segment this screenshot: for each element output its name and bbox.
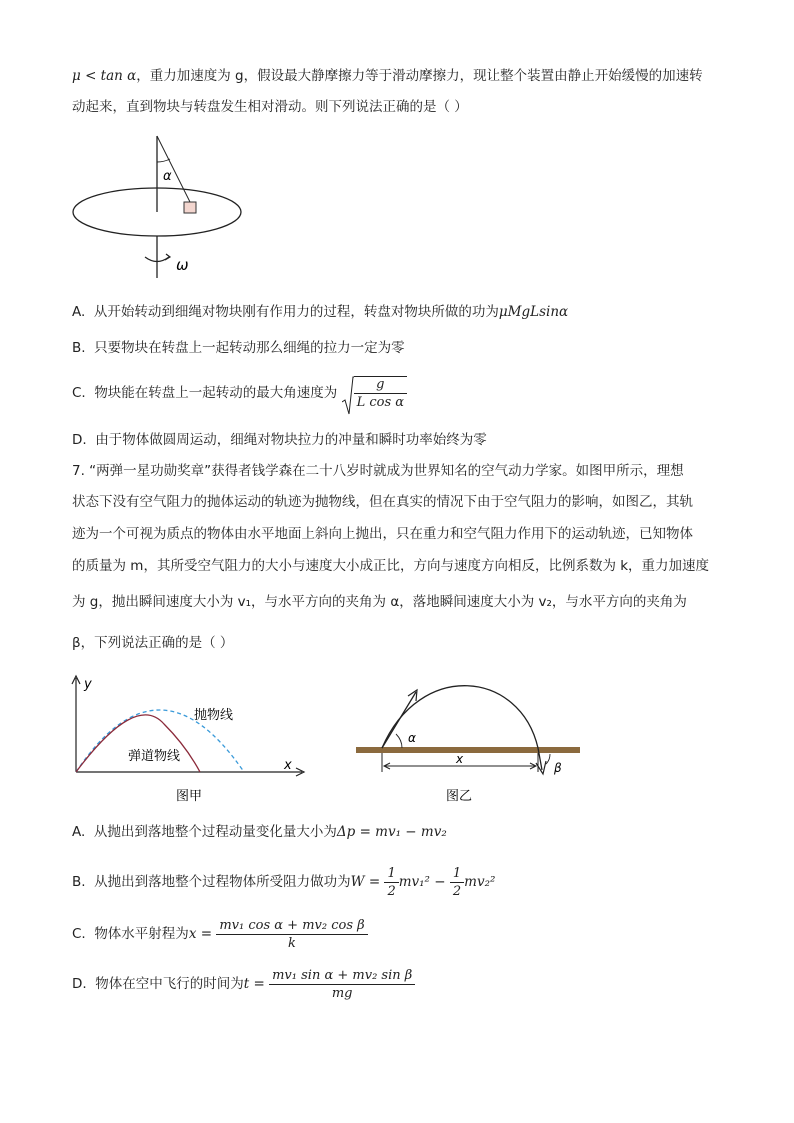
q6-option-b: B. 只要物块在转盘上一起转动那么细绳的拉力一定为零	[72, 340, 405, 356]
figure-yi-caption: 图乙	[446, 789, 473, 804]
q7-line-4: 的质量为 m，其所受空气阻力的大小与速度大小成正比，方向与速度方向相反，比例系数为 k，重力加速度	[72, 558, 710, 574]
alpha-label: α	[163, 169, 172, 184]
omega-label: ω	[176, 256, 189, 274]
alpha-arc	[157, 159, 170, 162]
q7-option-a: A. 从抛出到落地整个过程动量变化量大小为Δp = mv₁ − mv₂	[72, 824, 447, 840]
beta-angle-arc	[546, 754, 550, 764]
q7-option-c: C. 物体水平射程为x = $\frac{\text{mv₁ cos α + mv₂ cos β}}{k}$	[72, 914, 368, 954]
q7-line-2: 状态下没有空气阻力的抛体运动的轨迹为抛物线，但在真实的情况下由于空气阻力的影响，如图乙，其轨	[72, 494, 693, 510]
q6-option-c: C. 物块能在转盘上一起转动的最大角速度为 $\frac{g}{\text{L cos α}}$	[72, 370, 407, 416]
rotation-arrowhead	[165, 254, 170, 260]
beta-angle-label: β	[554, 761, 562, 775]
q7-line-1: 7. “两弹一星功勋奖章”获得者钱学森在二十八岁时就成为世界知名的空气动力学家。如图甲所示，理想	[72, 463, 684, 479]
q7-option-b: B. 从抛出到落地整个过程物体所受阻力做功为W = $\frac{1}{2}$ mv₁² − $\frac{1}{2}$ mv₂²	[72, 865, 496, 899]
range-label: x	[456, 752, 464, 766]
block	[184, 202, 196, 213]
parabola-label: 抛物线	[194, 708, 234, 723]
figure-yi	[350, 680, 590, 808]
turntable-figure	[70, 132, 250, 282]
intro-line-1	[72, 66, 703, 86]
intro-text-1: ，重力加速度为 g，假设最大静摩擦力等于滑动摩擦力，现让整个装置由静止开始缓慢的加速转	[136, 68, 703, 84]
q7-option-d: D. 物体在空中飞行的时间为t = $\frac{\text{mv₁ sin α + mv₂ sin β}}{mg}$	[72, 964, 415, 1004]
q6-option-d: D. 由于物体做圆周运动，细绳对物块拉力的冲量和瞬时功率始终为零	[72, 432, 487, 448]
y-axis-label: y	[84, 677, 92, 692]
alpha-angle-arc	[396, 734, 402, 748]
string-line	[157, 136, 190, 202]
sqrt-expression: $\frac{g}{\text{L cos α}}$	[342, 376, 407, 410]
intro-condition: μ < tan α	[72, 68, 137, 84]
q7-line-3: 迹为一个可视为质点的物体由水平地面上斜向上抛出，只在重力和空气阻力作用下的运动轨迹，已知物体	[72, 526, 693, 542]
launch-arrowhead	[408, 690, 417, 701]
intro-line-2: 动起来，直到物块与转盘发生相对滑动。则下列说法正确的是（ ）	[72, 99, 468, 115]
figure-jia	[66, 672, 316, 807]
ballistic-label: 弹道物线	[128, 749, 181, 764]
q7-line-5: 为 g，抛出瞬间速度大小为 v₁，与水平方向的夹角为 α，落地瞬间速度大小为 v₂，与水平方向的夹角为	[72, 594, 687, 610]
figure-jia-caption: 图甲	[176, 789, 203, 804]
ground-strip	[356, 747, 580, 753]
alpha-angle-label: α	[408, 731, 416, 745]
q7-line-6: β，下列说法正确的是（ ）	[72, 635, 234, 651]
q6-option-a: A. 从开始转动到细绳对物块刚有作用力的过程，转盘对物块所做的功为μMgLsinα	[72, 304, 569, 320]
x-axis-label: x	[284, 758, 292, 773]
